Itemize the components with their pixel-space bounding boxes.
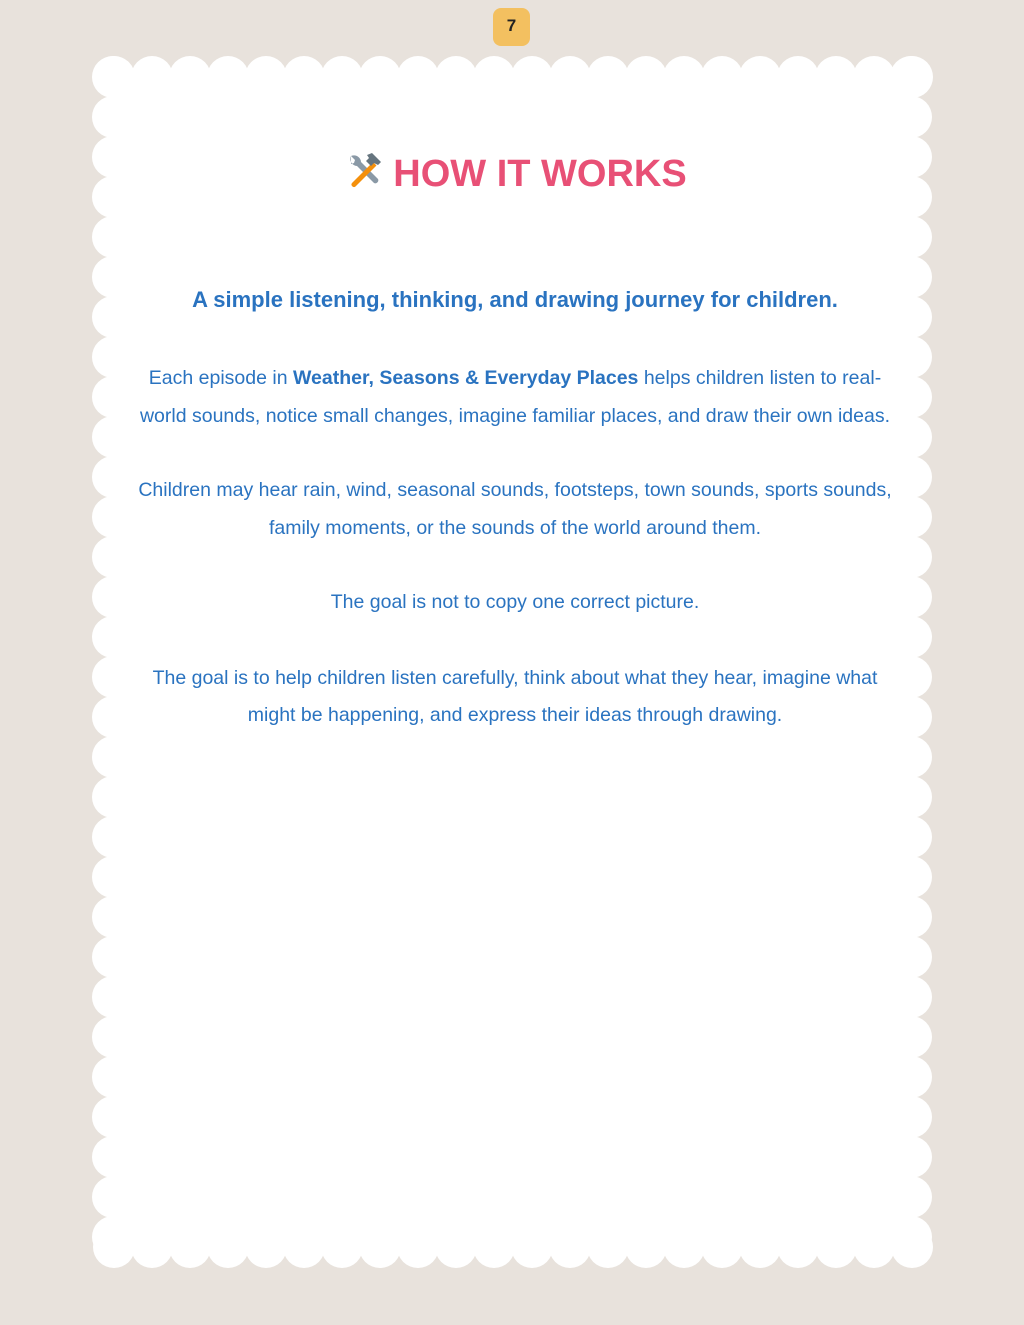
series-name: Weather, Seasons & Everyday Places [292,367,639,389]
page-title [130,150,900,198]
sounds-paragraph: Children may hear rain, wind, seasonal sounds, footsteps, town sounds, sports sounds, family moments, or the sounds of the world around them. [138,479,892,539]
page-subtitle: A simple listening, thinking, and drawing journey for children. [192,287,838,312]
card-content [130,100,900,735]
episode-intro-after: helps children listen to real-world sounds, notice small changes, imagine familiar places, and draw their own ideas. [139,367,891,427]
page-title-text: HOW IT WORKS [393,153,687,195]
hammer-and-wrench-icon [343,150,383,190]
goal-not-paragraph: The goal is not to copy one correct picture. [330,591,700,613]
episode-intro-before: Each episode in [148,367,293,389]
goal-is-paragraph: The goal is to help children listen carefully, think about what they hear, imagine what might be happening, and express their ideas through drawing. [152,666,878,726]
episode-intro-paragraph [130,360,900,435]
page-number-badge: 7 [493,8,530,46]
